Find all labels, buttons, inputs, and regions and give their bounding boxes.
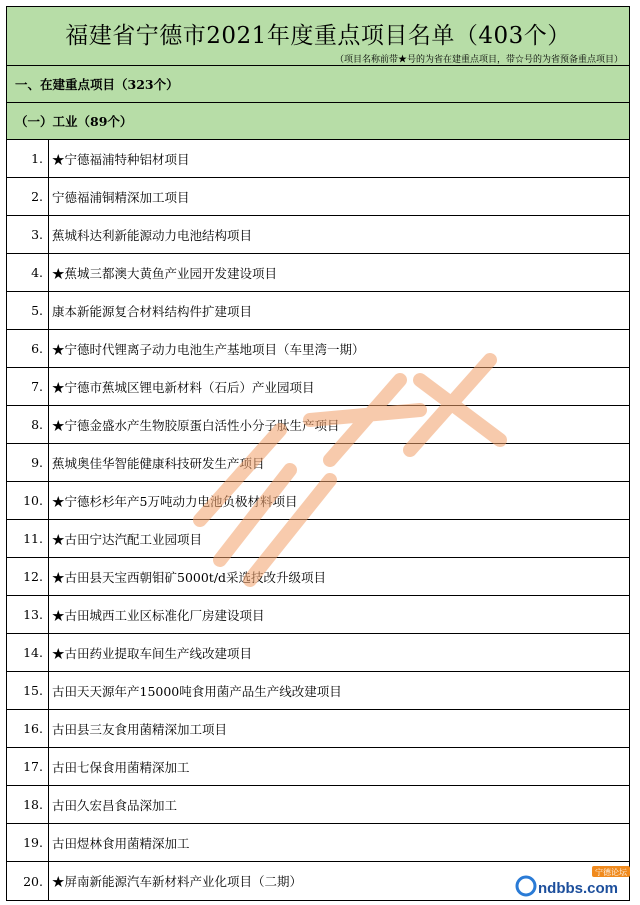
row-number: 12. bbox=[7, 558, 49, 595]
table-row bbox=[7, 140, 629, 178]
subsection-heading: （一）工业（89个） bbox=[7, 103, 629, 140]
row-number: 2. bbox=[7, 178, 49, 215]
project-name: ★古田宁达汽配工业园项目 bbox=[52, 531, 203, 547]
project-name: ★古田城西工业区标准化厂房建设项目 bbox=[52, 607, 265, 623]
table-row bbox=[7, 444, 629, 482]
row-number: 10. bbox=[7, 482, 49, 519]
row-number: 17. bbox=[7, 748, 49, 785]
row-number: 9. bbox=[7, 444, 49, 481]
section-heading: 一、在建重点项目（323个） bbox=[7, 66, 629, 103]
table-row bbox=[7, 596, 629, 634]
table-row bbox=[7, 558, 629, 596]
table-row bbox=[7, 672, 629, 710]
row-number: 16. bbox=[7, 710, 49, 747]
row-number: 14. bbox=[7, 634, 49, 671]
table-row bbox=[7, 292, 629, 330]
project-name: ★宁德杉杉年产5万吨动力电池负极材料项目 bbox=[52, 493, 298, 509]
project-name: ★屏南新能源汽车新材料产业化项目（二期） bbox=[52, 874, 303, 889]
project-name: ★宁德福浦特种铝材项目 bbox=[52, 151, 190, 167]
table-row bbox=[7, 254, 629, 292]
badge-tag-text: 宁德论坛 bbox=[595, 868, 627, 877]
project-name: ★宁德时代锂离子动力电池生产基地项目（车里湾一期） bbox=[52, 341, 365, 357]
project-name: 宁德福浦铜精深加工项目 bbox=[52, 189, 190, 205]
row-number: 15. bbox=[7, 672, 49, 709]
table-row bbox=[7, 786, 629, 824]
title-note: （项目名称前带★号的为省在建重点项目，带☆号的为省预备重点项目） bbox=[334, 55, 623, 65]
project-table bbox=[6, 6, 630, 901]
row-number: 1. bbox=[7, 140, 49, 177]
table-row bbox=[7, 216, 629, 254]
project-name: 古田七保食用菌精深加工 bbox=[52, 759, 190, 775]
row-number: 6. bbox=[7, 330, 49, 367]
table-body bbox=[7, 140, 629, 900]
row-number: 18. bbox=[7, 786, 49, 823]
project-name: 古田县三友食用菌精深加工项目 bbox=[52, 721, 228, 737]
row-number: 3. bbox=[7, 216, 49, 253]
project-name: ★古田县天宝西朝钼矿5000t/d采选技改升级项目 bbox=[52, 569, 327, 585]
table-row bbox=[7, 824, 629, 862]
badge-logo-text: ndbbs.com bbox=[538, 880, 619, 897]
row-number: 5. bbox=[7, 292, 49, 329]
project-name: 古田久宏昌食品深加工 bbox=[52, 797, 178, 813]
project-name: ★蕉城三都澳大黄鱼产业园开发建设项目 bbox=[52, 265, 278, 281]
project-name: 古田天天源年产15000吨食用菌产品生产线改建项目 bbox=[52, 683, 342, 699]
project-name: 蕉城科达利新能源动力电池结构项目 bbox=[52, 227, 253, 243]
table-row bbox=[7, 520, 629, 558]
table-row bbox=[7, 368, 629, 406]
project-name: 康本新能源复合材料结构件扩建项目 bbox=[52, 303, 253, 319]
row-number: 13. bbox=[7, 596, 49, 633]
table-row bbox=[7, 178, 629, 216]
site-badge bbox=[512, 866, 632, 900]
row-number: 20. bbox=[7, 862, 49, 900]
row-number: 8. bbox=[7, 406, 49, 443]
row-number: 11. bbox=[7, 520, 49, 557]
table-row bbox=[7, 406, 629, 444]
project-name: ★宁德市蕉城区锂电新材料（石后）产业园项目 bbox=[52, 379, 315, 395]
row-number: 7. bbox=[7, 368, 49, 405]
table-row bbox=[7, 710, 629, 748]
project-name: 蕉城奥佳华智能健康科技研发生产项目 bbox=[52, 455, 265, 471]
table-row bbox=[7, 482, 629, 520]
page-title: 福建省宁德市2021年度重点项目名单（403个） bbox=[65, 23, 571, 49]
table-row bbox=[7, 748, 629, 786]
project-name: 古田煜林食用菌精深加工 bbox=[52, 835, 190, 851]
table-row bbox=[7, 330, 629, 368]
title-block bbox=[7, 7, 629, 66]
project-name: ★宁德金盛水产生物胶原蛋白活性小分子肽生产项目 bbox=[52, 417, 340, 433]
row-number: 4. bbox=[7, 254, 49, 291]
project-name: ★古田药业提取车间生产线改建项目 bbox=[52, 645, 253, 661]
row-number: 19. bbox=[7, 824, 49, 861]
table-row bbox=[7, 634, 629, 672]
